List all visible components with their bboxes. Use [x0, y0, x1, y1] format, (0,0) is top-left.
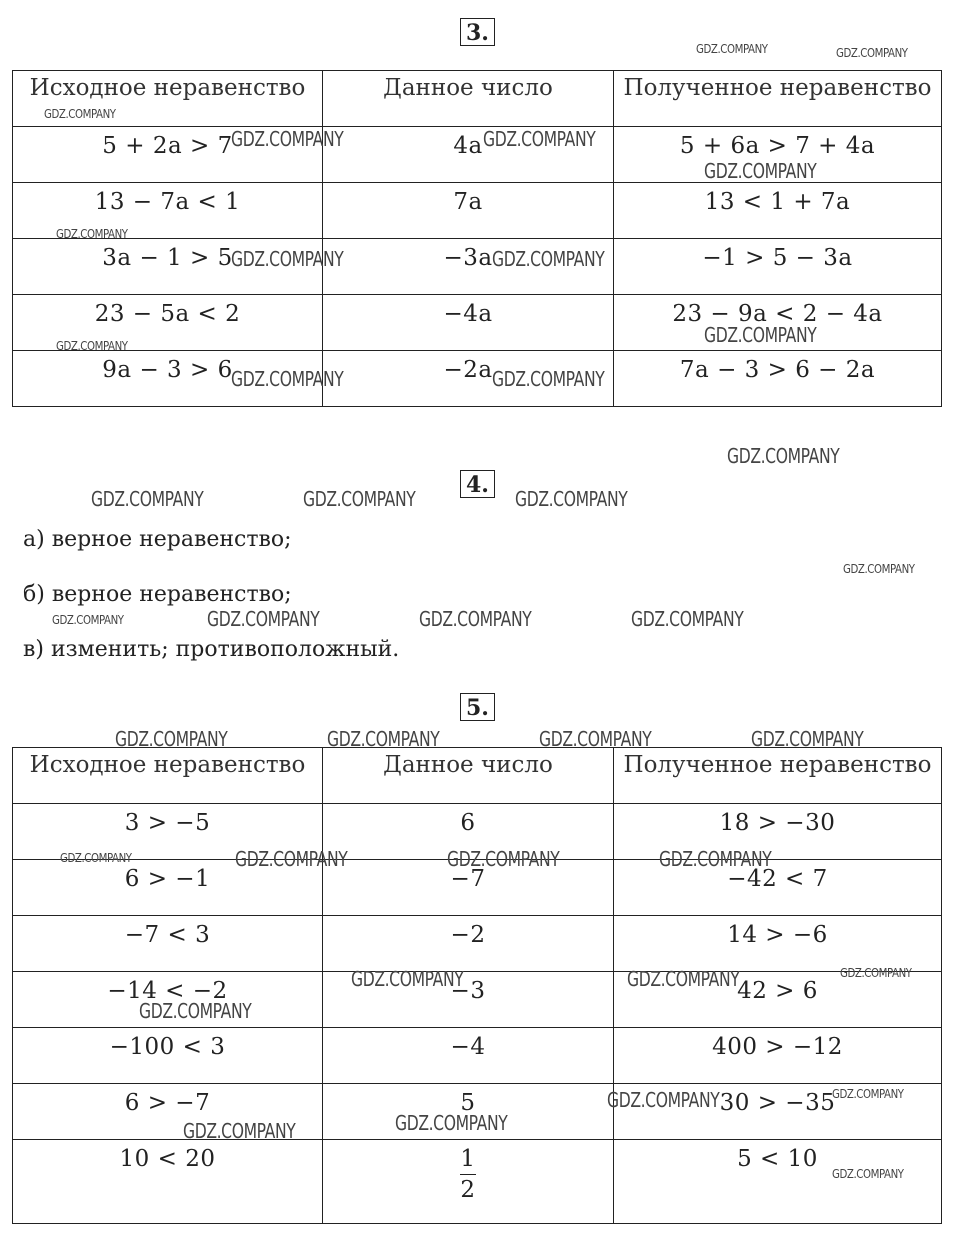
cell: −7 — [323, 860, 614, 916]
watermark: GDZ.COMPANY — [515, 487, 628, 511]
cell: −4a — [323, 295, 614, 351]
fraction — [460, 1146, 476, 1203]
watermark: GDZ.COMPANY — [56, 227, 128, 241]
cell: 5 + 2a > 7 — [13, 127, 323, 183]
cell: 42 > 6 — [614, 972, 942, 1028]
cell: 5 — [323, 1084, 614, 1140]
cell: 3a − 1 > 5 — [13, 239, 323, 295]
cell: −2a — [323, 351, 614, 407]
header-result: Полученное неравенство — [614, 71, 942, 127]
watermark: GDZ.COMPANY — [492, 367, 605, 391]
watermark: GDZ.COMPANY — [52, 613, 124, 627]
watermark: GDZ.COMPANY — [836, 46, 908, 60]
cell: 18 > −30 — [614, 804, 942, 860]
cell: 6 — [323, 804, 614, 860]
cell: 13 < 1 + 7a — [614, 183, 942, 239]
answer-b: б) верное неравенство; — [23, 582, 292, 607]
table-row — [13, 183, 942, 239]
cell: 6 > −1 — [13, 860, 323, 916]
fraction-denominator: 2 — [460, 1177, 476, 1203]
cell: 14 > −6 — [614, 916, 942, 972]
watermark: GDZ.COMPANY — [492, 247, 605, 271]
cell: 13 − 7a < 1 — [13, 183, 323, 239]
table-header-row — [13, 71, 942, 127]
watermark: GDZ.COMPANY — [696, 42, 768, 56]
watermark: GDZ.COMPANY — [231, 127, 344, 151]
watermark: GDZ.COMPANY — [704, 159, 817, 183]
watermark: GDZ.COMPANY — [607, 1088, 720, 1112]
header-number: Данное число — [323, 748, 614, 804]
fraction-bar — [460, 1174, 476, 1175]
watermark: GDZ.COMPANY — [303, 487, 416, 511]
watermark: GDZ.COMPANY — [60, 851, 132, 865]
cell: 5 < 10 — [614, 1140, 942, 1224]
watermark: GDZ.COMPANY — [91, 487, 204, 511]
watermark: GDZ.COMPANY — [56, 339, 128, 353]
cell: 10 < 20 — [13, 1140, 323, 1224]
watermark: GDZ.COMPANY — [832, 1167, 904, 1181]
watermark: GDZ.COMPANY — [115, 727, 228, 751]
cell: 4a — [323, 127, 614, 183]
cell: 3 > −5 — [13, 804, 323, 860]
watermark: GDZ.COMPANY — [751, 727, 864, 751]
watermark: GDZ.COMPANY — [235, 847, 348, 871]
cell: −14 < −2 — [13, 972, 323, 1028]
header-original: Исходное неравенство — [13, 71, 323, 127]
cell: 23 − 9a < 2 − 4a — [614, 295, 942, 351]
watermark: GDZ.COMPANY — [327, 727, 440, 751]
cell: 6 > −7 — [13, 1084, 323, 1140]
watermark: GDZ.COMPANY — [207, 607, 320, 631]
watermark: GDZ.COMPANY — [231, 247, 344, 271]
watermark: GDZ.COMPANY — [419, 607, 532, 631]
cell: −3a — [323, 239, 614, 295]
table-row — [13, 916, 942, 972]
watermark: GDZ.COMPANY — [447, 847, 560, 871]
watermark: GDZ.COMPANY — [183, 1119, 296, 1143]
answer-c: в) изменить; противоположный. — [23, 637, 400, 662]
task-5-number: 5. — [460, 693, 495, 721]
table-row — [13, 1140, 942, 1224]
table-row — [13, 239, 942, 295]
watermark: GDZ.COMPANY — [843, 562, 915, 576]
cell: −7 < 3 — [13, 916, 323, 972]
cell: −1 > 5 − 3a — [614, 239, 942, 295]
watermark: GDZ.COMPANY — [483, 127, 596, 151]
task-5-table — [12, 747, 942, 1224]
watermark: GDZ.COMPANY — [231, 367, 344, 391]
cell: 23 − 5a < 2 — [13, 295, 323, 351]
watermark: GDZ.COMPANY — [139, 999, 252, 1023]
watermark: GDZ.COMPANY — [395, 1111, 508, 1135]
watermark: GDZ.COMPANY — [627, 967, 740, 991]
watermark: GDZ.COMPANY — [631, 607, 744, 631]
watermark: GDZ.COMPANY — [727, 444, 840, 468]
task-3-table — [12, 70, 942, 407]
cell: −2 — [323, 916, 614, 972]
cell: 7a — [323, 183, 614, 239]
table-row — [13, 351, 942, 407]
cell: 400 > −12 — [614, 1028, 942, 1084]
header-original: Исходное неравенство — [13, 748, 323, 804]
task-3-number: 3. — [460, 18, 495, 46]
cell: 5 + 6a > 7 + 4a — [614, 127, 942, 183]
cell: −100 < 3 — [13, 1028, 323, 1084]
watermark: GDZ.COMPANY — [832, 1087, 904, 1101]
watermark: GDZ.COMPANY — [659, 847, 772, 871]
watermark: GDZ.COMPANY — [44, 107, 116, 121]
watermark: GDZ.COMPANY — [539, 727, 652, 751]
header-result: Полученное неравенство — [614, 748, 942, 804]
cell: −4 — [323, 1028, 614, 1084]
table-row — [13, 1028, 942, 1084]
cell: −42 < 7 — [614, 860, 942, 916]
table-header-row — [13, 748, 942, 804]
watermark: GDZ.COMPANY — [840, 966, 912, 980]
task-4-number: 4. — [460, 470, 495, 498]
cell: −3 — [323, 972, 614, 1028]
cell: 9a − 3 > 6 — [13, 351, 323, 407]
watermark: GDZ.COMPANY — [704, 323, 817, 347]
watermark: GDZ.COMPANY — [351, 967, 464, 991]
answer-a: а) верное неравенство; — [23, 527, 292, 552]
header-number: Данное число — [323, 71, 614, 127]
cell: 7a − 3 > 6 − 2a — [614, 351, 942, 407]
fraction-cell — [323, 1140, 614, 1224]
fraction-numerator: 1 — [460, 1146, 476, 1172]
cell: 30 > −35 — [614, 1084, 942, 1140]
